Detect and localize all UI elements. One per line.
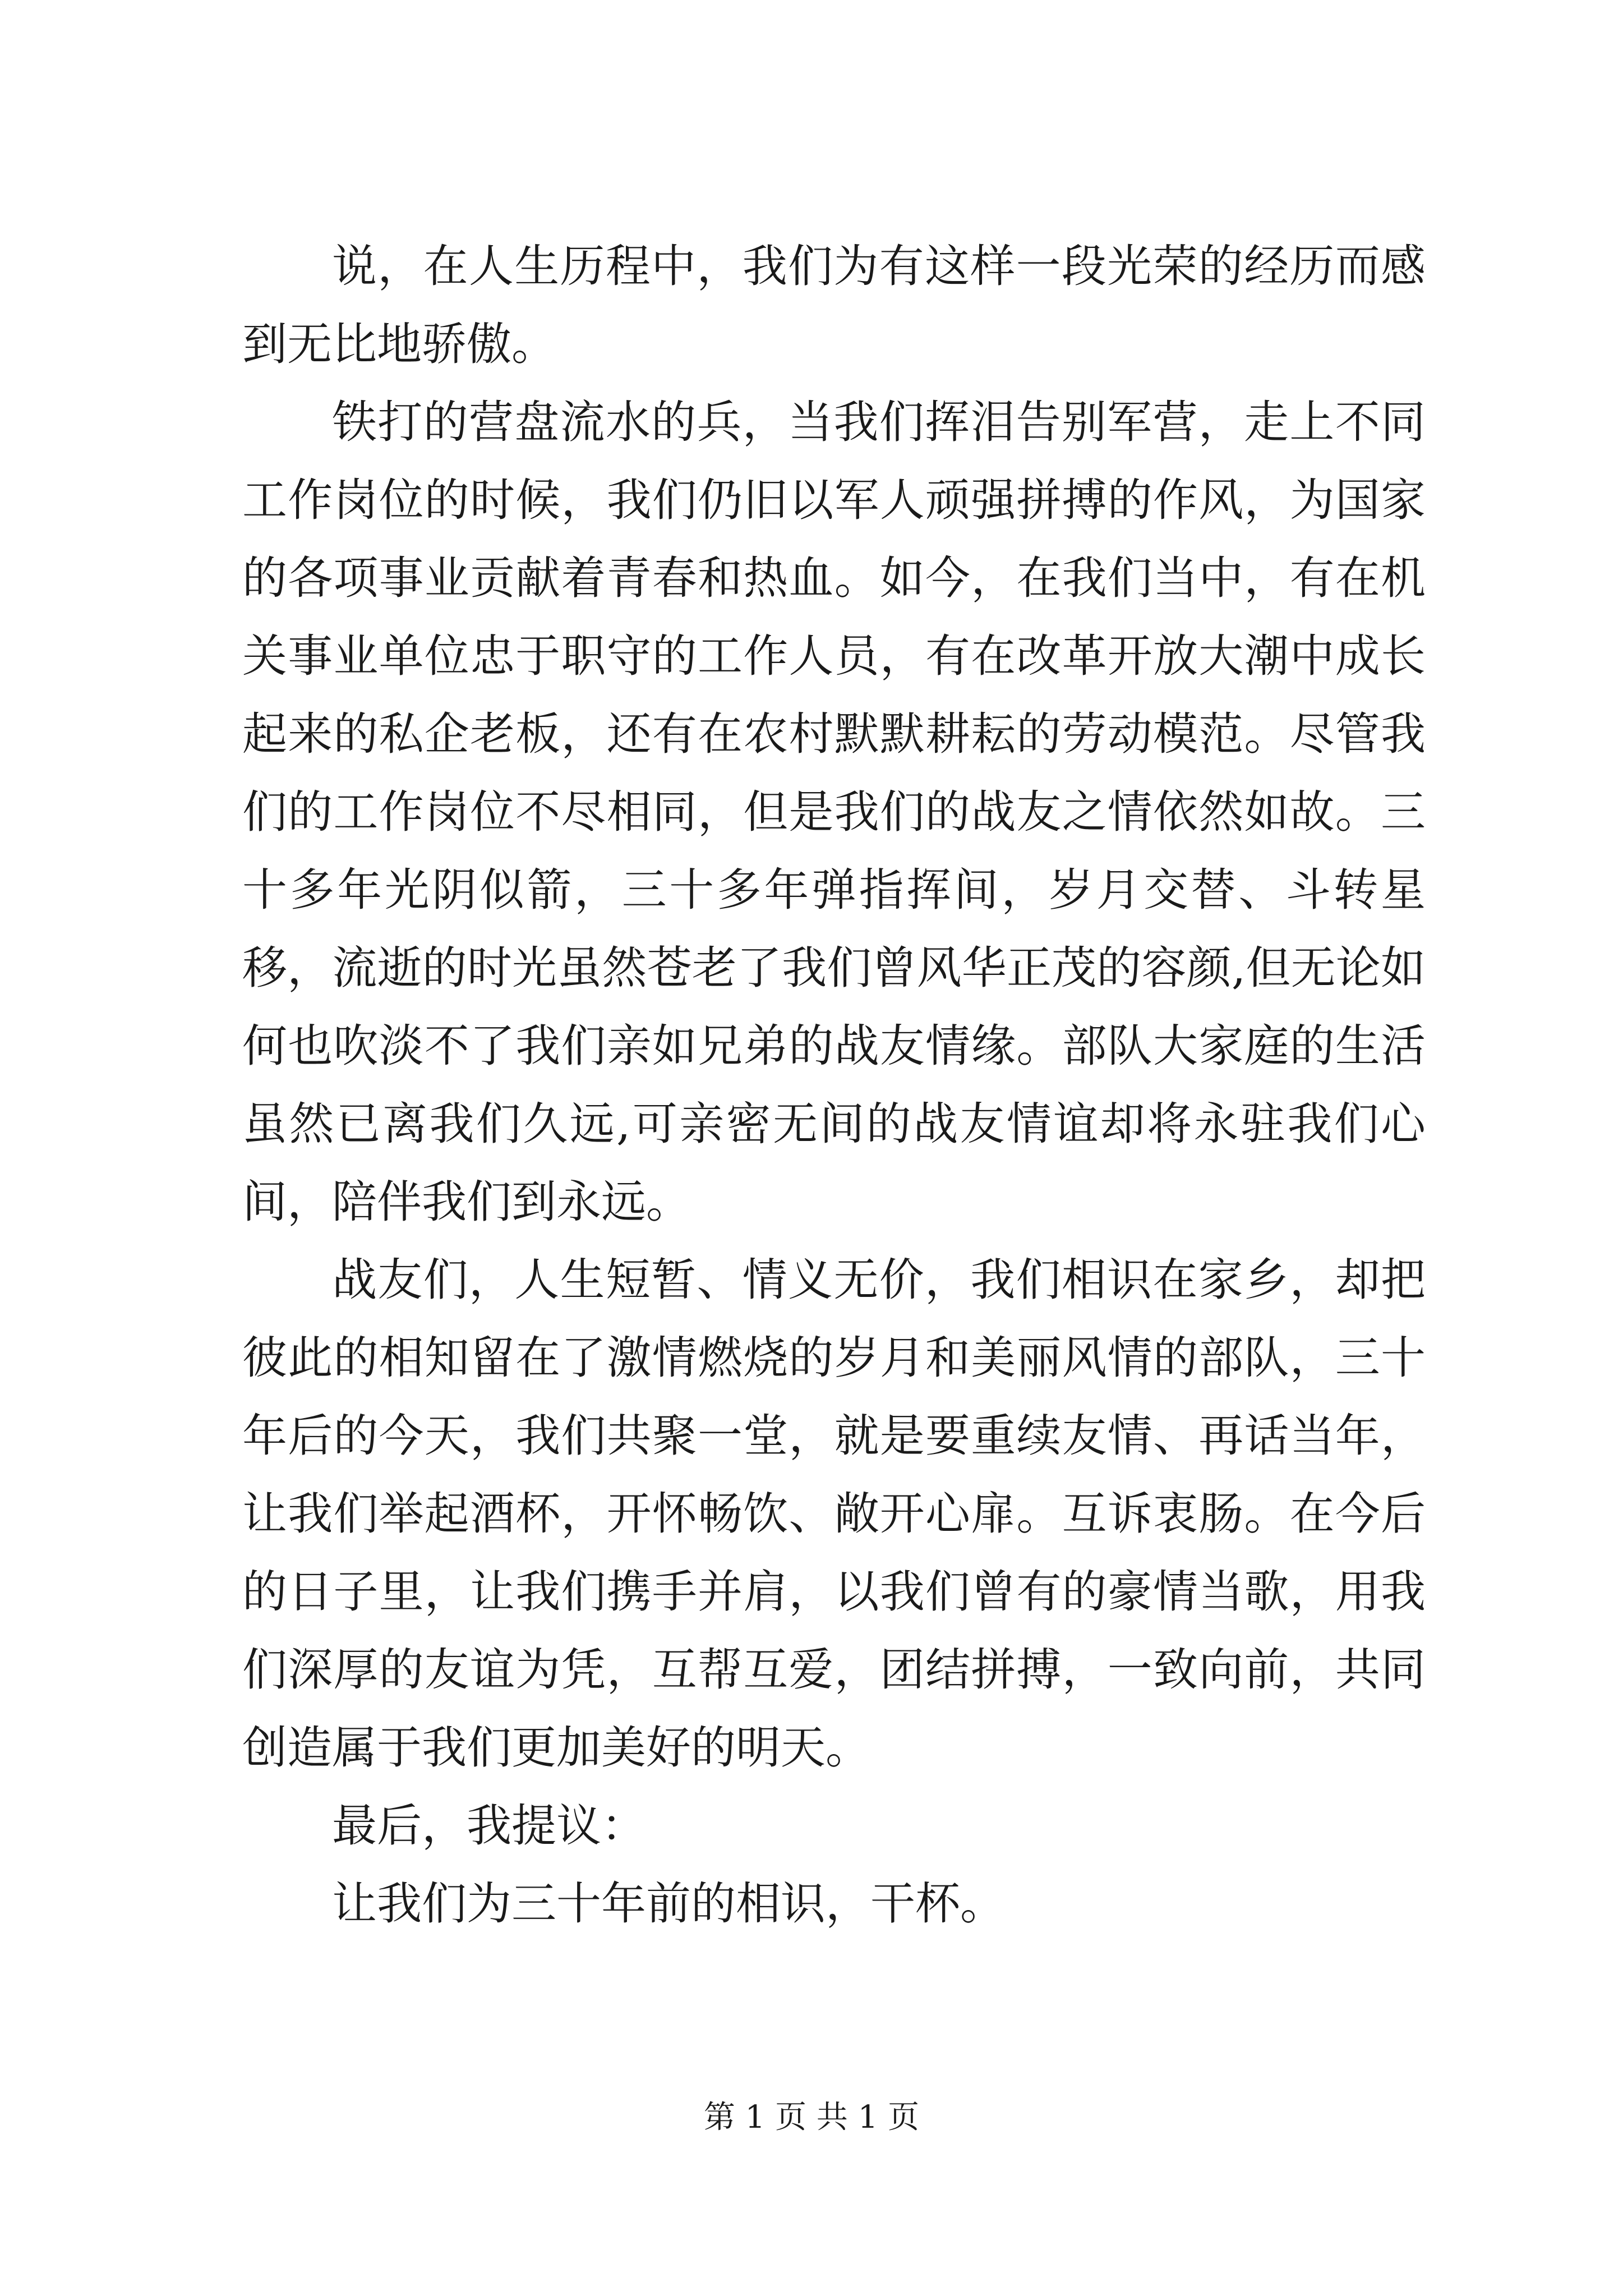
document-body — [242, 227, 1426, 1943]
paragraph-2: 铁打的营盘流水的兵，当我们挥泪告别军营，走上不同工作岗位的时候，我们仍旧以军人顽强拼搏的作风，为国家的各项事业贡献着青春和热血。如今，在我们当中，有在机关事业单位忠于职守的工作人员，有在改革开放大潮中成长起来的私企老板，还有在农村默默耕耘的劳动模范。尽管我们的工作岗位不尽相同，但是我们的战友之情依然如故。三十多年光阴似箭，三十多年弹指挥间，岁月交替、斗转星移，流逝的时光虽然苍老了我们曾风华正茂的容颜,但无论如何也吹淡不了我们亲如兄弟的战友情缘。部队大家庭的生活虽然已离我们久远,可亲密无间的战友情谊却将永驻我们心间，陪伴我们到永远。 — [242, 396, 1426, 1228]
page-footer: 第 1 页 共 1 页 — [703, 2099, 920, 2136]
paragraph-5: 让我们为三十年前的相识，干杯。 — [332, 1878, 1005, 1930]
paragraph-1: 说，在人生历程中，我们为有这样一段光荣的经历而感到无比地骄傲。 — [242, 240, 1426, 370]
paragraph-3: 战友们，人生短暂、情义无价，我们相识在家乡，却把彼此的相知留在了激情燃烧的岁月和美丽风情的部队，三十年后的今天，我们共聚一堂，就是要重续友情、再话当年，让我们举起酒杯，开怀畅饮、敞开心扉。互诉衷肠。在今后的日子里，让我们携手并肩，以我们曾有的豪情当歌，用我们深厚的友谊为凭，互帮互爱，团结拼搏，一致向前，共同创造属于我们更加美好的明天。 — [242, 1254, 1426, 1774]
paragraph-4: 最后，我提议： — [332, 1800, 646, 1852]
